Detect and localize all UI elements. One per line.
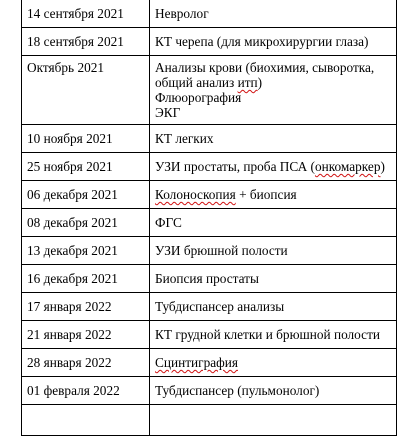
event-line: Анализы крови (биохимия, сыворотка, [155, 60, 375, 75]
event-cell [150, 349, 397, 377]
event-cell: КТ грудной клетки и брюшной полости [150, 321, 397, 349]
table-row [22, 153, 397, 181]
event-cell [150, 153, 397, 181]
date-cell: 01 февраля 2022 [22, 377, 150, 405]
schedule-table [21, 0, 397, 436]
table-row [22, 28, 397, 56]
spellcheck-word: итп [237, 75, 258, 90]
event-cell: ФГС [150, 209, 397, 237]
date-cell: 13 декабря 2021 [22, 237, 150, 265]
table-row [22, 349, 397, 377]
empty-cell [150, 405, 397, 436]
date-cell: Октябрь 2021 [22, 56, 150, 125]
event-line [155, 75, 392, 90]
event-cell [150, 181, 397, 209]
event-cell: Невролог [150, 0, 397, 28]
table-row [22, 0, 397, 28]
spellcheck-word: онкомаркер [314, 159, 381, 174]
table-row [22, 293, 397, 321]
date-cell: 08 декабря 2021 [22, 209, 150, 237]
table-row [22, 181, 397, 209]
spellcheck-word: Колоноскопия [155, 187, 236, 202]
event-text: ) [380, 159, 385, 174]
event-cell [150, 56, 397, 125]
event-cell: Биопсия простаты [150, 265, 397, 293]
table-row-empty [22, 405, 397, 436]
event-line: ЭКГ [155, 105, 181, 120]
date-cell: 25 ноября 2021 [22, 153, 150, 181]
table-row [22, 377, 397, 405]
date-cell: 17 января 2022 [22, 293, 150, 321]
spellcheck-word: Сцинтиграфия [155, 355, 238, 370]
date-cell: 28 января 2022 [22, 349, 150, 377]
event-line: Флюорография [155, 90, 242, 105]
date-cell: 21 января 2022 [22, 321, 150, 349]
event-cell: УЗИ брюшной полости [150, 237, 397, 265]
date-cell: 16 декабря 2021 [22, 265, 150, 293]
event-cell: КТ легких [150, 125, 397, 153]
event-text: ) [257, 75, 263, 90]
table-row [22, 56, 397, 125]
event-text: общий анализ [155, 75, 238, 90]
table-row [22, 125, 397, 153]
table-row [22, 209, 397, 237]
event-cell: КТ черепа (для микрохирургии глаза) [150, 28, 397, 56]
event-cell: Тубдиспансер (пульмонолог) [150, 377, 397, 405]
empty-cell [22, 405, 150, 436]
table-row [22, 321, 397, 349]
date-cell: 10 ноября 2021 [22, 125, 150, 153]
date-cell: 14 сентября 2021 [22, 0, 150, 28]
table-row [22, 265, 397, 293]
event-cell: Тубдиспансер анализы [150, 293, 397, 321]
event-text: УЗИ простаты, проба ПСА ( [155, 159, 315, 174]
date-cell: 06 декабря 2021 [22, 181, 150, 209]
table-row [22, 237, 397, 265]
date-cell: 18 сентября 2021 [22, 28, 150, 56]
event-text: + биопсия [235, 187, 297, 202]
